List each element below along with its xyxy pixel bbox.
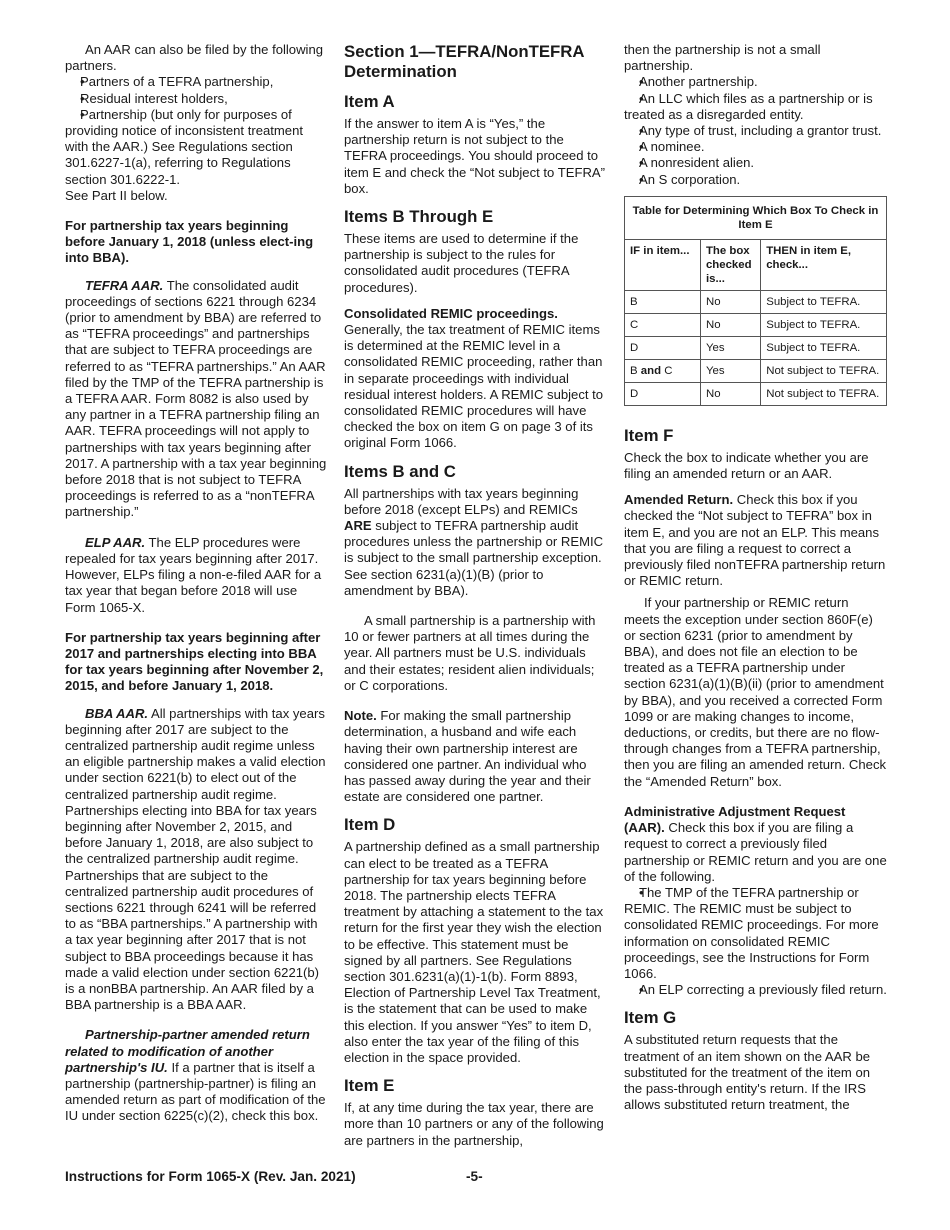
- column-left: [65, 42, 328, 1135]
- table-row: [625, 290, 887, 313]
- items-b-and-c-text-part1: All partnerships with tax years beginning before 2018 (except ELPs) and REMICs: [344, 485, 579, 517]
- table-cell: No: [700, 382, 760, 405]
- items-b-through-e-heading: Items B Through E: [344, 207, 494, 227]
- table-row: [625, 382, 887, 405]
- items-b-and-c-text: [344, 486, 608, 599]
- aar-text: Check this box if you are filing a request to correct a previously filed partnership or REMIC return and you are one of the following.: [624, 820, 887, 884]
- partnership-partner-paragraph: [65, 1027, 328, 1124]
- table-row: [625, 336, 887, 359]
- item-b-label: B: [630, 364, 638, 377]
- table-cell: Subject to TEFRA.: [761, 336, 887, 359]
- table-cell: B: [625, 290, 701, 313]
- footer-form-title: Instructions for Form 1065-X (Rev. Jan. 2021): [65, 1169, 356, 1184]
- table-caption: Table for Determining Which Box To Check in Item E: [625, 196, 887, 239]
- column-header: THEN in item E, check...: [761, 239, 887, 290]
- items-b-and-c-heading: Items B and C: [344, 461, 456, 481]
- tefra-aar-paragraph: [65, 278, 328, 521]
- item-f-text: Check the box to indicate whether you are filing an amended return or an AAR.: [624, 449, 869, 482]
- table-cell: No: [700, 313, 760, 336]
- item-e-text: If, at any time during the tax year, there are more than 10 partners or any of the following are partners in the partnership,: [344, 1100, 604, 1148]
- aar-filer-types-list: [624, 885, 887, 998]
- remic-text: Generally, the tax treatment of REMIC items is determined at the REMIC level in a consolidated REMIC proceeding, rather than in separate proceedings with individual residual interest holders. A REMIC subject to consolidated REMIC procedures will have checked the box on item G on page 3 of its original Form 1066.: [344, 322, 604, 451]
- item-a-text: If the answer to item A is “Yes,” the partnership return is not subject to the TEFRA proceedings. You should proceed to item E and check the “Not subject to TEFRA” box.: [344, 116, 606, 196]
- remic-paragraph: [344, 306, 608, 452]
- table-cell: Not subject to TEFRA.: [761, 382, 887, 405]
- page-number: -5-: [466, 1169, 483, 1184]
- item-c-label: C: [664, 364, 673, 377]
- bba-aar-term: BBA AAR.: [85, 705, 149, 721]
- list-item: • The TMP of the TEFRA partnership or REMIC. The REMIC must be subject to consolidated REMIC proceedings. For more information on consolidated REMIC proceedings, see the Instructions for Form 1066.: [624, 885, 887, 982]
- and-emphasis: and: [640, 364, 662, 377]
- column-header: The box checked is...: [700, 239, 760, 290]
- table-cell: [625, 359, 701, 382]
- item-g-heading: Item G: [624, 1008, 677, 1028]
- list-item: • Partnership (but only for purposes of providing notice of inconsistent treatment with the AAR.) See Regulations section 301.6227-1(a), referring to Regulations section 301.6222-1.: [65, 107, 328, 188]
- section-title: Section 1—TEFRA/NonTEFRA Determination: [344, 42, 584, 81]
- amended-return-term: Amended Return.: [624, 492, 734, 508]
- heading-after-2017: For partnership tax years beginning after 2017 and partnerships electing into BBA for tax years beginning after November 2, 2015, and before January 1, 2018.: [65, 629, 324, 694]
- list-item: • An ELP correcting a previously filed return.: [624, 982, 887, 998]
- aar-filer-list: [65, 74, 328, 187]
- table-cell: Yes: [700, 336, 760, 359]
- amended-return-text: Check this box if you checked the “Not subject to TEFRA” box in item E, and you are not an ELP. This means that you are filing a request to correct a previously filed nonTEFRA partnership return or REMIC return.: [624, 492, 886, 589]
- table-cell: Subject to TEFRA.: [761, 290, 887, 313]
- list-item: • An S corporation.: [624, 172, 887, 188]
- item-e-heading: Item E: [344, 1076, 395, 1096]
- see-part-ii: See Part II below.: [65, 187, 168, 203]
- small-partnership-text: A small partnership is a partnership with 10 or fewer partners at all times during the year. All partners must be U.S. individuals and their estates; resident alien individuals; or C corporations.: [344, 613, 596, 693]
- table-header-row: [625, 239, 887, 290]
- table-cell: Subject to TEFRA.: [761, 313, 887, 336]
- amended-return-paragraph: [624, 492, 887, 589]
- remic-term: Consolidated REMIC proceedings.: [344, 305, 558, 321]
- elp-aar-term: ELP AAR.: [85, 534, 146, 550]
- heading-before-2018: For partnership tax years beginning before January 1, 2018 (unless elect-ing into BBA).: [65, 218, 314, 266]
- bba-aar-text: All partnerships with tax years beginning after 2017 are subject to the centralized partnership audit regime unless an eligible partnership makes a valid election under section 6221(b) to elect out of the centralized partnership audit regime. Partnerships electing into BBA for tax years beginning after November 2, 2015, and before January 1, 2018, are also subject to the centralized partnership audit regime. Partnerships that are subject to the centralized partnership audit procedures of sections 6221 through 6241 will be referred to as “BBA partnerships.” A partnership with a tax year beginning after 2017 that is not subject to BBA proceedings because it has made a valid election under section 6221(b) is a nonBBA partnership. An AAR filed by a BBA partnership is a BBA AAR.: [65, 705, 326, 1013]
- table-cell: Yes: [700, 359, 760, 382]
- partnership-partner-text: If a partner that is itself a partnership (partnership-partner) is filing an amended return as part of modification of the IU under section 6225(c)(2), check this box.: [65, 1059, 326, 1124]
- aar-paragraph: [624, 804, 887, 885]
- non-small-partner-list: [624, 74, 887, 187]
- bba-aar-paragraph: [65, 706, 328, 1014]
- are-emphasis: ARE: [344, 518, 372, 534]
- table-cell: Not subject to TEFRA.: [761, 359, 887, 382]
- list-item: • Residual interest holders,: [65, 91, 328, 107]
- table-cell: D: [625, 382, 701, 405]
- partnership-partner-term: Partnership-partner amended return related to modification of another partnership's IU.: [65, 1027, 310, 1075]
- list-item: • An LLC which files as a partnership or is treated as a disregarded entity.: [624, 91, 887, 123]
- elp-aar-paragraph: [65, 535, 328, 616]
- tefra-aar-text: The consolidated audit proceedings of sections 6221 through 6234 (prior to amendment by BBA) are referred to as “TEFRA proceedings” and partnerships that are subject to TEFRA proceedings are referred to as “TEFRA partnerships.” An AAR filed by the TMP of the TEFRA partnership is a TEFRA AAR. Form 8082 is also used by any partner in a TEFRA partnership filing an AAR. TEFRA proceedings will not apply to partnerships with tax years beginning after 2017. A partnership with a tax year beginning before 2018 that is not subject to TEFRA proceedings is referred to as a “nonTEFRA partnership.”: [65, 277, 327, 520]
- items-b-through-e-text: These items are used to determine if the partnership is subject to the rules for consolidated audit procedures (TEFRA procedures).: [344, 231, 579, 295]
- note-term: Note.: [344, 708, 377, 724]
- table-cell: D: [625, 336, 701, 359]
- column-middle: [344, 42, 608, 1159]
- item-g-text: A substituted return requests that the treatment of an item shown on the AAR be substituted for the treatment of the item on the pass-through entity's return. If the IRS allows substituted return treatment, the: [624, 1032, 871, 1113]
- column-header: IF in item...: [625, 239, 701, 290]
- item-d-text: A partnership defined as a small partnership can elect to be treated as a TEFRA partnership for tax years beginning before 2018. The partnership elects TEFRA treatment by attaching a statement to the tax return for the first year they wish the election to be effective. This statement must be signed by all partners. See Regulations section 301.6231(a)(1)-1(b). Form 8893, Election of Partnership Level Tax Treatment, is the statement that can be used to make this election. If you answer “Yes” to item D, also enter the tax year of the filing of this election in the space provided.: [344, 839, 604, 1065]
- table-row: [625, 359, 887, 382]
- column-right: [624, 42, 887, 1123]
- item-e-table: [624, 196, 887, 406]
- item-f-heading: Item F: [624, 425, 674, 445]
- item-d-heading: Item D: [344, 815, 396, 835]
- table-row: [625, 313, 887, 336]
- remic-return-text: If your partnership or REMIC return meets the exception under section 860F(e) or section 6231 (prior to amendment by BBA), and does not file an election to be treated as a TEFRA partnership under section 6231(a)(1)(B)(ii) (prior to amendment by BBA), and you received a corrected Form 1099 or are making changes to income, deductions, or credits, but there are no flow-through changes from a TEFRA partnership, then you are filing an amended return. Check the “Amended Return” box.: [624, 595, 887, 789]
- aar-intro: An AAR can also be filed by the following partners.: [65, 42, 324, 74]
- note-paragraph: [344, 708, 608, 805]
- list-item: • A nominee.: [624, 139, 887, 155]
- item-a-heading: Item A: [344, 92, 395, 111]
- tefra-aar-term: TEFRA AAR.: [85, 277, 164, 293]
- list-item: • Any type of trust, including a grantor trust.: [624, 123, 887, 139]
- list-item: • A nonresident alien.: [624, 155, 887, 171]
- items-b-and-c-text-part2: subject to TEFRA partnership audit procedures unless the partnership or REMIC is subject to the small partnership exception. See section 6231(a)(1)(B) (prior to amendment by BBA).: [344, 518, 604, 598]
- aar-term: Administrative Adjustment Request (AAR).: [624, 803, 846, 836]
- elp-aar-text: The ELP procedures were repealed for tax years beginning after 2017. However, ELPs filing a non-e-filed AAR for a tax year that began before 2018 will use Form 1065-X.: [65, 534, 322, 615]
- table-cell: No: [700, 290, 760, 313]
- list-item: • Another partnership.: [624, 74, 887, 90]
- note-text: For making the small partnership determination, a husband and wife each having their own partnership interest are considered one partner. An individual who has passed away during the year and their estate are considered one partner.: [344, 708, 591, 805]
- table-cell: C: [625, 313, 701, 336]
- list-item: • Partners of a TEFRA partnership,: [65, 74, 328, 90]
- item-e-continued: then the partnership is not a small partnership.: [624, 42, 821, 74]
